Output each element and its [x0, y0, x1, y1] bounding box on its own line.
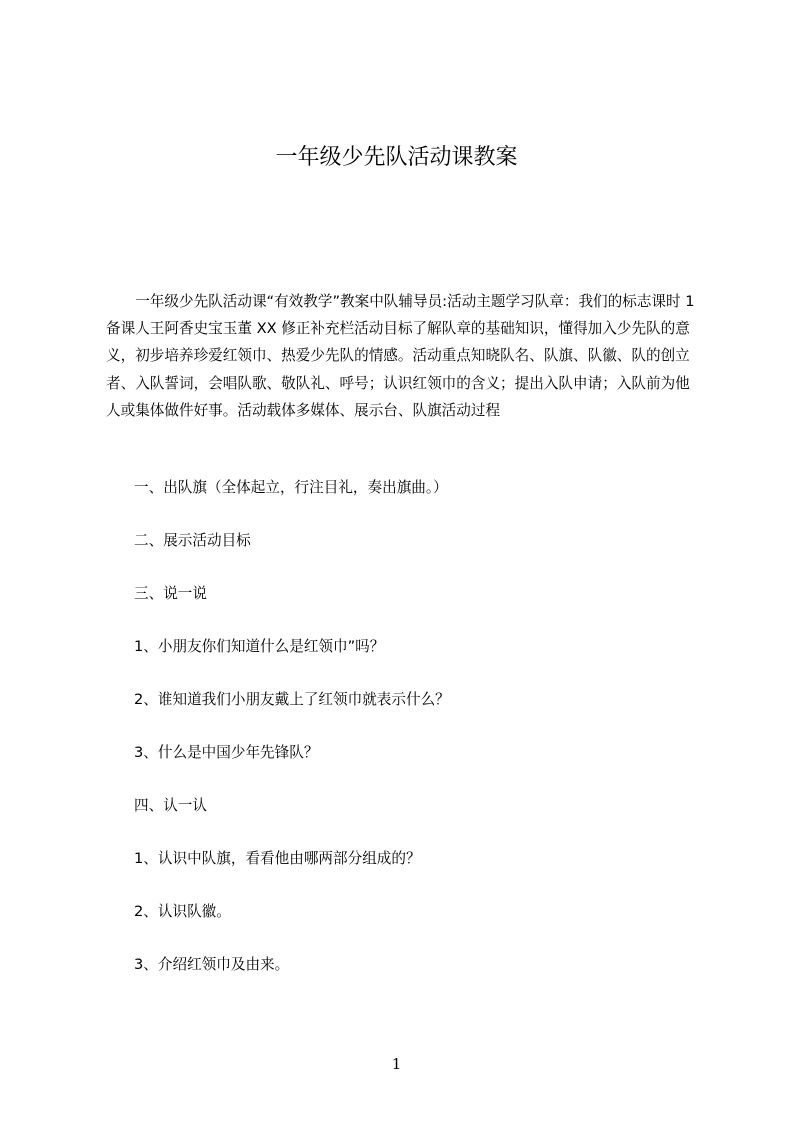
section-heading: 三、说一说: [134, 585, 207, 602]
document-title: 一年级少先队活动课教案: [275, 145, 518, 170]
section-heading: 四、认一认: [134, 797, 207, 814]
list-item: 3、介绍红领巾及由来。: [134, 956, 290, 973]
section-heading: 一、出队旗（全体起立，行注目礼，奏出旗曲。）: [134, 479, 448, 496]
list-item: 2、谁知道我们小朋友戴上了红领巾就表示什么？: [134, 691, 450, 708]
list-item: 2、认识队徽。: [134, 903, 231, 920]
list-item: 1、小朋友你们知道什么是红领巾”吗？: [134, 638, 385, 655]
intro-paragraph: 一年级少先队活动课“有效教学”教案中队辅导员:活动主题学习队章：我们的标志课时 1 备课人王阿香史宝玉董 XX 修正补充栏活动目标了解队章的基础知识，懂得加入少先队的意义，初步培养珍爱红领巾、热爱少先队的情感。活动重点知晓队名、队旗、队徽、队的创立者、入队誓词，会唱队歌、敬队礼、呼号；认识红领巾的含义；提出入队申请；入队前为他人或集体做件好事。活动载体多媒体、展示台、队旗活动过程: [106, 293, 695, 419]
list-item: 3、什么是中国少年先锋队？: [134, 744, 319, 761]
page-number: 1: [391, 1055, 402, 1073]
list-item: 1、认识中队旗，看看他由哪两部分组成的？: [134, 850, 421, 867]
section-heading: 二、展示活动目标: [134, 532, 251, 549]
